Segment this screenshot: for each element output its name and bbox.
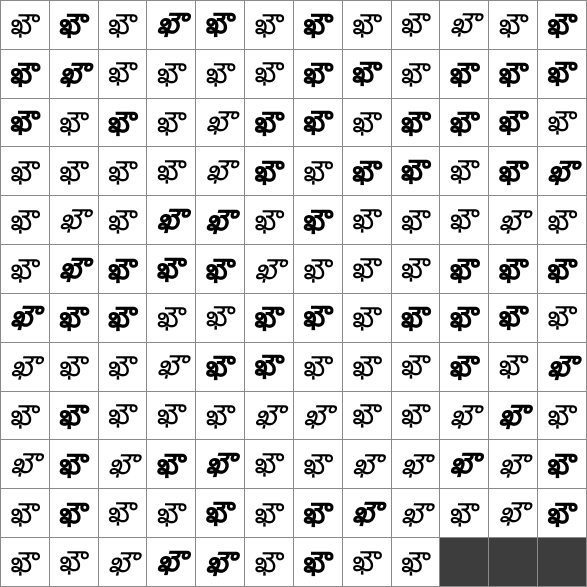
glyph-sample: ఖౌ: [352, 7, 382, 42]
glyph-sample: ఖౌ: [303, 398, 333, 433]
glyph-sample: ఖౌ: [254, 7, 284, 42]
glyph-sample: ఖౌ: [205, 106, 235, 139]
glyph-cell: [538, 245, 587, 294]
glyph-cell: [1, 99, 50, 148]
glyph-cell: [343, 50, 392, 99]
glyph-sample: ఖౌ: [498, 153, 528, 188]
glyph-cell: [245, 196, 294, 245]
glyph-sample: ఖౌ: [401, 105, 431, 140]
glyph-cell: [343, 440, 392, 489]
empty-cell: [440, 538, 489, 587]
glyph-sample: ఖౌ: [156, 154, 186, 187]
glyph-cell: [343, 343, 392, 392]
glyph-sample: ఖౌ: [547, 57, 577, 90]
glyph-cell: [294, 147, 343, 196]
glyph-cell: [196, 343, 245, 392]
glyph-sample: ఖౌ: [59, 105, 89, 140]
glyph-sample: ఖౌ: [205, 8, 235, 41]
glyph-sample: ఖౌ: [10, 7, 40, 42]
glyph-sample: ఖౌ: [108, 153, 138, 188]
glyph-cell: [343, 392, 392, 441]
glyph-sample: ఖౌ: [449, 251, 479, 286]
glyph-sample: ఖౌ: [59, 446, 89, 481]
glyph-sample: ఖౌ: [547, 301, 577, 334]
glyph-cell: [294, 245, 343, 294]
glyph-cell: [489, 440, 538, 489]
glyph-sample: ఖౌ: [498, 301, 528, 334]
glyph-cell: [1, 489, 50, 538]
glyph-cell: [1, 538, 50, 587]
glyph-sample: ఖౌ: [449, 8, 479, 41]
glyph-sample: ఖౌ: [59, 203, 89, 236]
glyph-cell: [245, 1, 294, 50]
glyph-cell: [50, 392, 99, 441]
glyph-sample: ఖౌ: [156, 56, 186, 91]
glyph-sample: ఖౌ: [156, 105, 186, 140]
glyph-cell: [440, 343, 489, 392]
glyph-sample: ఖౌ: [10, 106, 40, 139]
glyph-sample: ఖౌ: [449, 349, 479, 384]
glyph-cell: [489, 50, 538, 99]
glyph-sample: ఖౌ: [498, 446, 528, 481]
glyph-cell: [1, 343, 50, 392]
glyph-cell: [147, 99, 196, 148]
glyph-cell: [147, 392, 196, 441]
glyph-sample: ఖౌ: [352, 153, 382, 188]
glyph-cell: [99, 50, 148, 99]
glyph-sample: ఖౌ: [108, 300, 138, 335]
glyph-cell: [440, 1, 489, 50]
glyph-sample: ఖౌ: [498, 496, 528, 529]
glyph-cell: [1, 440, 50, 489]
glyph-sample: ఖౌ: [156, 446, 186, 481]
glyph-sample: ఖౌ: [205, 349, 235, 384]
glyph-cell: [392, 392, 441, 441]
glyph-cell: [50, 245, 99, 294]
glyph-cell: [343, 1, 392, 50]
glyph-cell: [440, 147, 489, 196]
glyph-sample: ఖౌ: [59, 252, 89, 285]
glyph-sample: ఖౌ: [254, 153, 284, 188]
glyph-cell: [99, 1, 148, 50]
glyph-cell: [50, 50, 99, 99]
glyph-cell: [440, 245, 489, 294]
glyph-sample: ఖౌ: [401, 154, 431, 187]
glyph-sample: ఖౌ: [547, 446, 577, 481]
glyph-sample: ఖౌ: [108, 496, 138, 529]
glyph-sample: ఖౌ: [10, 301, 40, 334]
glyph-cell: [245, 392, 294, 441]
glyph-cell: [294, 1, 343, 50]
glyph-sample: ఖౌ: [10, 202, 40, 237]
glyph-cell: [538, 343, 587, 392]
glyph-cell: [538, 294, 587, 343]
glyph-sample: ఖౌ: [205, 301, 235, 334]
glyph-cell: [99, 294, 148, 343]
empty-cell: [538, 538, 587, 587]
glyph-sample: ఖౌ: [108, 7, 138, 42]
glyph-cell: [147, 50, 196, 99]
glyph-cell: [50, 538, 99, 587]
glyph-sample: ఖౌ: [303, 153, 333, 188]
glyph-cell: [392, 99, 441, 148]
glyph-sample: ఖౌ: [254, 398, 284, 433]
glyph-sample: ఖౌ: [254, 251, 284, 286]
glyph-sample: ఖౌ: [352, 446, 382, 481]
glyph-sample: ఖౌ: [352, 300, 382, 335]
glyph-sample: ఖౌ: [205, 56, 235, 91]
glyph-cell: [99, 147, 148, 196]
glyph-sample: ఖౌ: [254, 495, 284, 530]
glyph-sample: ఖౌ: [108, 57, 138, 90]
glyph-sample: ఖౌ: [10, 251, 40, 286]
glyph-sample: ఖౌ: [352, 496, 382, 529]
glyph-cell: [440, 489, 489, 538]
glyph-cell: [489, 1, 538, 50]
glyph-sample: ఖౌ: [303, 544, 333, 579]
glyph-sample: ఖౌ: [254, 105, 284, 140]
glyph-sample: ఖౌ: [401, 56, 431, 91]
glyph-cell: [538, 147, 587, 196]
glyph-sample: ఖౌ: [401, 544, 431, 579]
glyph-sample: ఖౌ: [449, 105, 479, 140]
glyph-cell: [392, 440, 441, 489]
glyph-cell: [343, 489, 392, 538]
glyph-cell: [489, 343, 538, 392]
glyph-sample: ఖౌ: [59, 56, 89, 91]
glyph-sample: ఖౌ: [498, 202, 528, 237]
glyph-sample: ఖౌ: [547, 202, 577, 237]
glyph-cell: [245, 538, 294, 587]
glyph-cell: [147, 489, 196, 538]
glyph-sample: ఖౌ: [449, 398, 479, 433]
glyph-sample: ఖౌ: [547, 106, 577, 139]
glyph-cell: [147, 147, 196, 196]
glyph-cell: [294, 440, 343, 489]
glyph-cell: [147, 538, 196, 587]
glyph-cell: [1, 147, 50, 196]
glyph-sample: ఖౌ: [59, 545, 89, 578]
glyph-sample: ఖౌ: [10, 56, 40, 91]
glyph-cell: [1, 196, 50, 245]
glyph-cell: [245, 99, 294, 148]
glyph-sample: ఖౌ: [205, 398, 235, 433]
glyph-cell: [50, 196, 99, 245]
glyph-sample: ఖౌ: [108, 202, 138, 237]
glyph-sample: ఖౌ: [547, 398, 577, 433]
glyph-cell: [294, 50, 343, 99]
glyph-sample: ఖౌ: [59, 495, 89, 530]
glyph-sample: ఖౌ: [352, 57, 382, 90]
glyph-cell: [440, 50, 489, 99]
glyph-sample: ఖౌ: [303, 251, 333, 286]
glyph-cell: [50, 1, 99, 50]
glyph-cell: [245, 489, 294, 538]
glyph-sample: ఖౌ: [303, 446, 333, 481]
glyph-sample: ఖౌ: [254, 350, 284, 383]
glyph-cell: [196, 50, 245, 99]
glyph-sample: ఖౌ: [303, 56, 333, 91]
glyph-sample: ఖౌ: [205, 154, 235, 187]
glyph-cell: [392, 1, 441, 50]
glyph-sample: ఖౌ: [10, 153, 40, 188]
glyph-sample: ఖౌ: [156, 300, 186, 335]
glyph-cell: [1, 50, 50, 99]
glyph-sample: ఖౌ: [401, 300, 431, 335]
glyph-cell: [489, 294, 538, 343]
glyph-sample: ఖౌ: [205, 447, 235, 480]
glyph-cell: [50, 343, 99, 392]
glyph-sample: ఖౌ: [547, 251, 577, 286]
glyph-cell: [294, 196, 343, 245]
glyph-cell: [147, 294, 196, 343]
glyph-cell: [50, 294, 99, 343]
glyph-sample: ఖౌ: [108, 446, 138, 481]
glyph-sample: ఖౌ: [401, 252, 431, 285]
glyph-cell: [538, 99, 587, 148]
glyph-cell: [489, 99, 538, 148]
glyph-sample: ఖౌ: [108, 399, 138, 432]
glyph-sample: ఖౌ: [449, 447, 479, 480]
glyph-sample: ఖౌ: [254, 300, 284, 335]
glyph-cell: [392, 196, 441, 245]
glyph-sample: ఖౌ: [352, 545, 382, 578]
glyph-cell: [99, 343, 148, 392]
glyph-cell: [343, 294, 392, 343]
glyph-cell: [196, 538, 245, 587]
glyph-cell: [245, 343, 294, 392]
glyph-cell: [294, 538, 343, 587]
glyph-sample: ఖౌ: [156, 252, 186, 285]
glyph-sample: ఖౌ: [108, 251, 138, 286]
glyph-cell: [245, 440, 294, 489]
glyph-sample: ఖౌ: [59, 398, 89, 433]
glyph-cell: [294, 392, 343, 441]
glyph-sample: ఖౌ: [547, 495, 577, 530]
glyph-cell: [1, 392, 50, 441]
glyph-sample: ఖౌ: [498, 398, 528, 433]
glyph-cell: [440, 294, 489, 343]
glyph-cell: [440, 196, 489, 245]
glyph-cell: [392, 538, 441, 587]
glyph-sample: ఖౌ: [401, 399, 431, 432]
glyph-sample: ఖౌ: [10, 447, 40, 480]
glyph-cell: [50, 147, 99, 196]
glyph-cell: [343, 196, 392, 245]
glyph-sample: ఖౌ: [352, 399, 382, 432]
glyph-sample: ఖౌ: [205, 544, 235, 579]
glyph-cell: [489, 392, 538, 441]
glyph-sample: ఖౌ: [401, 202, 431, 237]
glyph-cell: [99, 538, 148, 587]
glyph-cell: [196, 294, 245, 343]
glyph-sample: ఖౌ: [10, 349, 40, 384]
glyph-cell: [343, 245, 392, 294]
glyph-sample: ఖౌ: [449, 495, 479, 530]
glyph-cell: [392, 489, 441, 538]
glyph-sample: ఖౌ: [156, 545, 186, 578]
glyph-sample: ఖౌ: [254, 57, 284, 90]
glyph-cell: [196, 440, 245, 489]
glyph-sample: ఖౌ: [108, 544, 138, 579]
glyph-cell: [392, 245, 441, 294]
glyph-cell: [99, 440, 148, 489]
glyph-cell: [50, 99, 99, 148]
glyph-sample: ఖౌ: [254, 544, 284, 579]
glyph-sample: ఖౌ: [303, 7, 333, 42]
glyph-sample: ఖౌ: [10, 495, 40, 530]
glyph-cell: [99, 245, 148, 294]
glyph-cell: [196, 99, 245, 148]
glyph-cell: [343, 99, 392, 148]
glyph-sample: ఖౌ: [547, 349, 577, 384]
glyph-cell: [147, 245, 196, 294]
glyph-cell: [489, 489, 538, 538]
glyph-sample: ఖౌ: [156, 399, 186, 432]
glyph-sample: ఖౌ: [156, 8, 186, 41]
glyph-sample: ఖౌ: [449, 300, 479, 335]
glyph-cell: [50, 489, 99, 538]
glyph-sample: ఖౌ: [352, 349, 382, 384]
glyph-sample: ఖౌ: [59, 153, 89, 188]
glyph-sample: ఖౌ: [303, 349, 333, 384]
glyph-cell: [147, 1, 196, 50]
glyph-sample: ఖౌ: [59, 300, 89, 335]
glyph-cell: [147, 196, 196, 245]
glyph-sample: ఖౌ: [498, 350, 528, 383]
glyph-sample: ఖౌ: [205, 496, 235, 529]
glyph-cell: [294, 343, 343, 392]
glyph-cell: [440, 99, 489, 148]
glyph-sample: ఖౌ: [401, 495, 431, 530]
glyph-sample: ఖౌ: [205, 202, 235, 237]
glyph-sample: ఖౌ: [10, 398, 40, 433]
glyph-sample: ఖౌ: [108, 105, 138, 140]
glyph-cell: [489, 245, 538, 294]
glyph-cell: [294, 99, 343, 148]
glyph-cell: [489, 196, 538, 245]
glyph-cell: [294, 294, 343, 343]
glyph-cell: [1, 1, 50, 50]
glyph-sample: ఖౌ: [498, 106, 528, 139]
glyph-cell: [245, 50, 294, 99]
glyph-sample: ఖౌ: [156, 495, 186, 530]
glyph-cell: [538, 1, 587, 50]
glyph-cell: [538, 392, 587, 441]
glyph-cell: [343, 147, 392, 196]
glyph-cell: [196, 392, 245, 441]
glyph-sample: ఖౌ: [449, 56, 479, 91]
glyph-sample: ఖౌ: [449, 154, 479, 187]
glyph-sample: ఖౌ: [401, 8, 431, 41]
glyph-sample: ఖౌ: [108, 349, 138, 384]
glyph-sample: ఖౌ: [156, 203, 186, 236]
glyph-sample: ఖౌ: [547, 7, 577, 42]
glyph-cell: [489, 147, 538, 196]
glyph-sample: ఖౌ: [205, 251, 235, 286]
glyph-sample: ఖౌ: [352, 203, 382, 236]
glyph-cell: [147, 440, 196, 489]
glyph-cell: [392, 147, 441, 196]
glyph-sample: ఖౌ: [449, 203, 479, 236]
glyph-cell: [50, 440, 99, 489]
glyph-sample: ఖౌ: [401, 446, 431, 481]
glyph-cell: [99, 99, 148, 148]
glyph-cell: [538, 440, 587, 489]
glyph-sample: ఖౌ: [10, 544, 40, 579]
glyph-cell: [99, 489, 148, 538]
glyph-cell: [440, 392, 489, 441]
glyph-sample: ఖౌ: [59, 349, 89, 384]
glyph-cell: [538, 489, 587, 538]
glyph-sample: ఖౌ: [352, 105, 382, 140]
glyph-cell: [196, 196, 245, 245]
glyph-cell: [538, 50, 587, 99]
glyph-cell: [245, 294, 294, 343]
glyph-cell: [392, 294, 441, 343]
glyph-cell: [1, 294, 50, 343]
glyph-cell: [196, 489, 245, 538]
glyph-sample: ఖౌ: [498, 56, 528, 91]
glyph-sample: ఖౌ: [254, 447, 284, 480]
glyph-cell: [440, 440, 489, 489]
glyph-sample: ఖౌ: [156, 350, 186, 383]
glyph-sample: ఖౌ: [303, 495, 333, 530]
glyph-cell: [343, 538, 392, 587]
glyph-sample: ఖౌ: [498, 7, 528, 42]
glyph-cell: [99, 392, 148, 441]
glyph-sample: ఖౌ: [498, 251, 528, 286]
glyph-cell: [196, 245, 245, 294]
glyph-cell: [1, 245, 50, 294]
glyph-sample: ఖౌ: [303, 301, 333, 334]
glyph-sample: ఖౌ: [303, 106, 333, 139]
glyph-sample: ఖౌ: [401, 350, 431, 383]
glyph-cell: [392, 343, 441, 392]
glyph-sample: ఖౌ: [352, 252, 382, 285]
empty-cell: [489, 538, 538, 587]
glyph-sample: ఖౌ: [547, 153, 577, 188]
glyph-cell: [99, 196, 148, 245]
glyph-cell: [147, 343, 196, 392]
glyph-cell: [196, 147, 245, 196]
glyph-sample: ఖౌ: [254, 202, 284, 237]
glyph-cell: [294, 489, 343, 538]
glyph-cell: [245, 245, 294, 294]
glyph-cell: [245, 147, 294, 196]
glyph-cell: [538, 196, 587, 245]
glyph-cell: [196, 1, 245, 50]
glyph-sample: ఖౌ: [303, 202, 333, 237]
glyph-cell: [392, 50, 441, 99]
glyph-sample: ఖౌ: [59, 7, 89, 42]
